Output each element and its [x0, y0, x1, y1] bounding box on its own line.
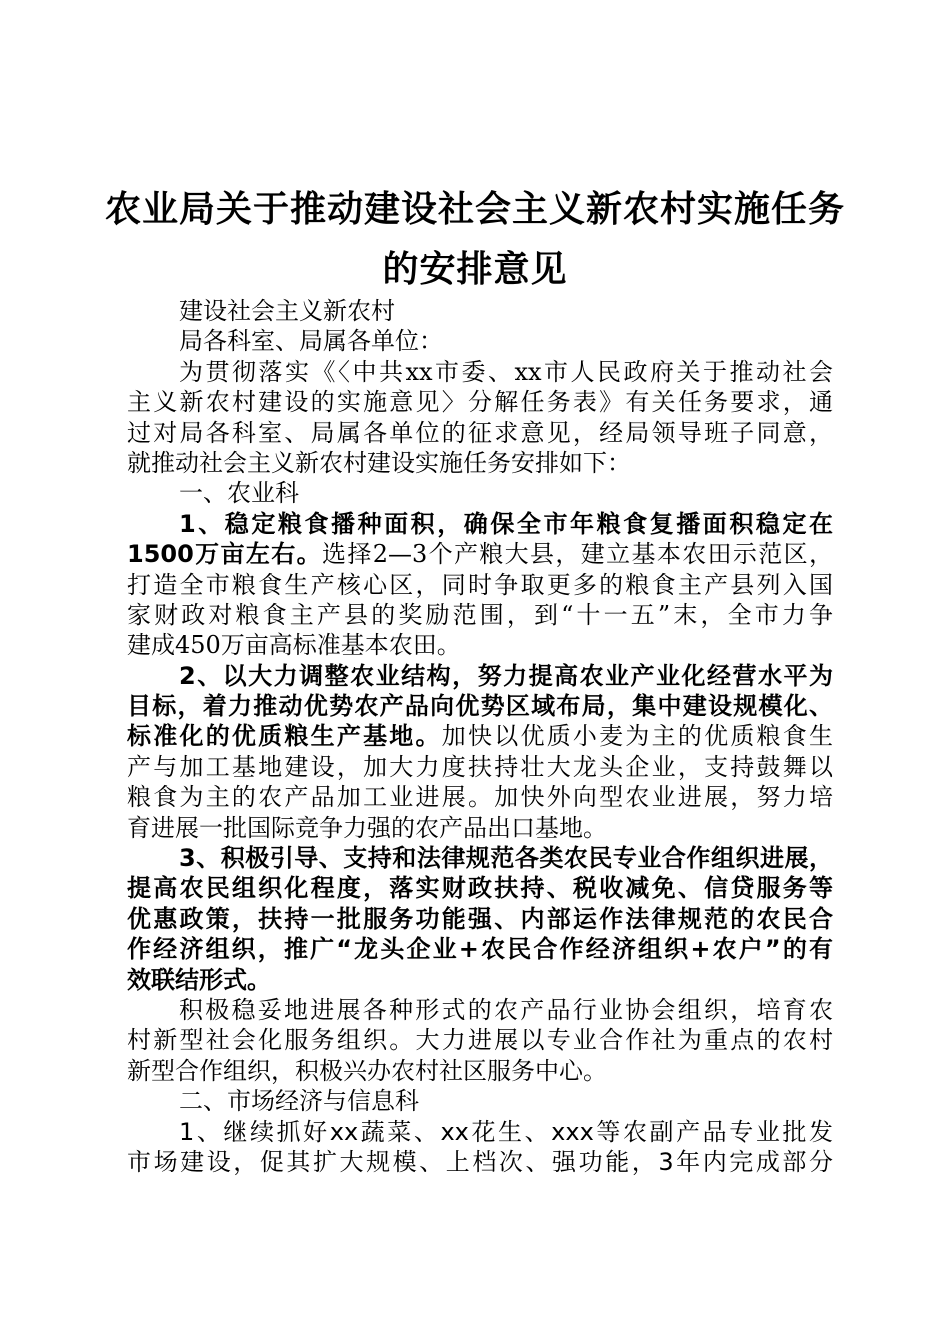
paragraph-line: 就推动社会主义新农村建设实施任务安排如下：: [127, 448, 631, 477]
paragraph-line: 1、继续抓好xx蔬菜、xx花生、xxx等农副产品专业批发: [179, 1117, 833, 1146]
paragraph-line: 市场建设，促其扩大规模、上档次、强功能，3年内完成部分: [127, 1147, 833, 1176]
paragraph-line: 作经济组织，推广“龙头企业+农民合作经济组织+农户”的有: [127, 935, 833, 964]
paragraph-line: 打造全市粮食生产核心区，同时争取更多的粮食主产县列入国: [127, 570, 833, 599]
paragraph-line-mixed: [127, 539, 833, 569]
paragraph-line: 3、积极引导、支持和法律规范各类农民专业合作组织进展，: [179, 844, 833, 873]
paragraph-segment: 加快以优质小麦为主的优质粮食生: [441, 722, 834, 751]
paragraph-line: 积极稳妥地进展各种形式的农产品行业协会组织，培育农: [179, 995, 833, 1024]
paragraph-line: 产与加工基地建设，加大力度扶持壮大龙头企业，支持鼓舞以: [127, 752, 833, 781]
section-heading: 一、农业科: [179, 479, 299, 508]
paragraph-line: 效联结形式。: [127, 965, 271, 994]
paragraph-line: 过对局各科室、局属各单位的征求意见，经局领导班子同意，: [127, 418, 833, 447]
subject-line: 建设社会主义新农村: [179, 297, 395, 325]
paragraph-line: 为贯彻落实《〈中共xx市委、xx市人民政府关于推动社会: [179, 357, 833, 386]
paragraph-segment: 选择2—3个产粮大县，建立基本农田示范区，: [321, 540, 833, 569]
document-title-line-2: 的安排意见: [382, 249, 568, 290]
paragraph-line: 目标，着力推动优势农产品向优势区域布局，集中建设规模化、: [127, 692, 833, 721]
paragraph-segment-bold: 标准化的优质粮生产基地。: [127, 722, 442, 751]
paragraph-line: 育进展一批国际竞争力强的农产品出口基地。: [127, 813, 607, 842]
paragraph-line: 粮食为主的农产品加工业进展。加快外向型农业进展，努力培: [127, 783, 833, 812]
document-body: [127, 296, 833, 1177]
salutation-line: 局各科室、局属各单位：: [179, 327, 443, 356]
paragraph-line: 1、稳定粮食播种面积，确保全市年粮食复播面积稳定在: [179, 509, 833, 538]
paragraph-line: 主义新农村建设的实施意见〉分解任务表》有关任务要求，通: [127, 388, 833, 417]
paragraph-segment-bold: 1500万亩左右。: [127, 540, 322, 569]
document-title-line-1: 农业局关于推动建设社会主义新农村实施任务: [104, 189, 845, 230]
paragraph-line: 村新型社会化服务组织。大力进展以专业合作社为重点的农村: [127, 1026, 833, 1055]
section-heading: 二、市场经济与信息科: [179, 1087, 419, 1116]
paragraph-line: 提高农民组织化程度，落实财政扶持、税收减免、信贷服务等: [127, 874, 833, 903]
paragraph-line: 2、以大力调整农业结构，努力提高农业产业化经营水平为: [179, 661, 833, 690]
paragraph-line: 优惠政策，扶持一批服务功能强、内部运作法律规范的农民合: [127, 904, 833, 933]
paragraph-line: 新型合作组织，积极兴办农村社区服务中心。: [127, 1056, 607, 1085]
paragraph-line-mixed: [127, 721, 833, 751]
paragraph-line: 家财政对粮食主产县的奖励范围，到“十一五”末，全市力争: [127, 600, 833, 629]
paragraph-line: 建成450万亩高标准基本农田。: [127, 631, 461, 660]
